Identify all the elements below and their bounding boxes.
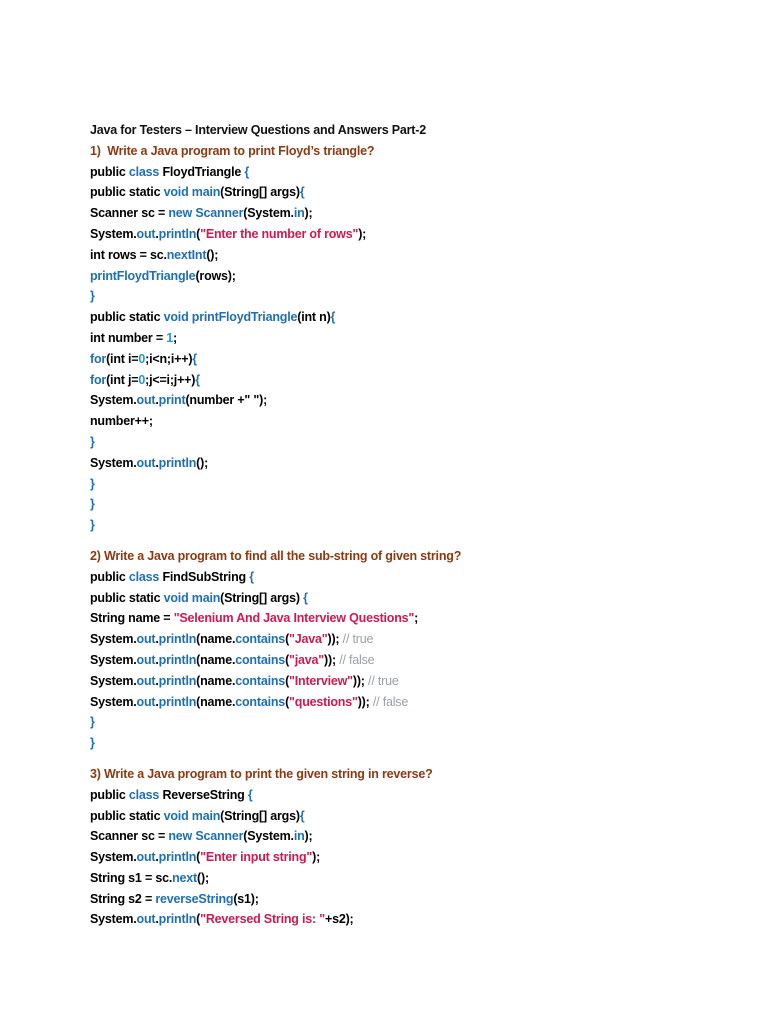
code-token-text: (String[] args) bbox=[220, 185, 300, 200]
code-line bbox=[90, 588, 730, 609]
code-token-text: . bbox=[155, 850, 159, 865]
code-token-text: ( bbox=[285, 694, 290, 709]
code-line bbox=[90, 432, 730, 453]
code-line bbox=[90, 629, 730, 650]
code-token-keyword: out bbox=[136, 393, 156, 408]
code-line bbox=[90, 328, 730, 349]
code-token-keyword: Scanner bbox=[195, 206, 244, 221]
code-token-text: ( bbox=[196, 850, 201, 865]
code-token-keyword: out bbox=[136, 226, 156, 241]
code-token-comment: // true bbox=[342, 632, 374, 647]
code-token-text: System. bbox=[90, 652, 137, 667]
code-token-text: public bbox=[90, 569, 129, 584]
code-token-keyword: main bbox=[191, 808, 221, 823]
code-line bbox=[90, 515, 730, 536]
code-token-keyword: nextInt bbox=[166, 247, 207, 262]
code-token-string: "Reversed String is: " bbox=[200, 912, 325, 927]
code-token-keyword: } bbox=[90, 497, 95, 512]
code-token-text: )); bbox=[324, 652, 340, 667]
code-token-keyword: for bbox=[90, 372, 107, 387]
code-line bbox=[90, 411, 730, 432]
code-token-keyword: class bbox=[128, 569, 160, 584]
code-token-text: public static bbox=[90, 185, 164, 200]
code-token-text: ; bbox=[414, 611, 419, 626]
code-line bbox=[90, 494, 730, 515]
code-token-keyword: printFloydTriangle bbox=[191, 310, 298, 325]
code-token-text: . bbox=[155, 226, 159, 241]
document-page bbox=[90, 120, 730, 930]
code-token-text: (); bbox=[196, 455, 209, 470]
code-token-text: ( bbox=[196, 912, 201, 927]
code-token-keyword: class bbox=[128, 787, 160, 802]
code-token-text: ( bbox=[285, 673, 290, 688]
code-token-text: public bbox=[90, 164, 129, 179]
code-token-keyword: void bbox=[163, 185, 189, 200]
code-token-keyword: println bbox=[158, 652, 197, 667]
code-token-text: public static bbox=[90, 310, 164, 325]
code-token-string: "Selenium And Java Interview Questions" bbox=[173, 611, 415, 626]
code-token-text: System. bbox=[90, 226, 137, 241]
code-token-keyword: out bbox=[136, 652, 156, 667]
code-token-text: (s1); bbox=[233, 891, 259, 906]
code-token-text: . bbox=[155, 632, 159, 647]
code-token-keyword: Scanner bbox=[195, 829, 244, 844]
code-token-text: (int j= bbox=[106, 372, 139, 387]
code-token-text: ; bbox=[173, 330, 177, 345]
code-token-text: )); bbox=[357, 694, 373, 709]
code-token-keyword: { bbox=[249, 569, 254, 584]
code-line bbox=[90, 868, 730, 889]
code-token-text: FindSubString bbox=[159, 569, 250, 584]
code-token-comment: // true bbox=[368, 673, 399, 688]
code-token-keyword: out bbox=[136, 850, 156, 865]
code-token-keyword: println bbox=[158, 455, 197, 470]
code-token-keyword: println bbox=[158, 694, 197, 709]
document-sections bbox=[90, 141, 730, 930]
section-gap bbox=[90, 754, 730, 764]
code-line bbox=[90, 733, 730, 754]
code-token-text: (name. bbox=[196, 632, 236, 647]
code-token-text: (System. bbox=[243, 829, 294, 844]
code-token-keyword: for bbox=[90, 351, 107, 366]
code-line bbox=[90, 182, 730, 203]
code-token-keyword: { bbox=[303, 590, 308, 605]
code-token-text: ); bbox=[312, 850, 321, 865]
code-line bbox=[90, 909, 730, 930]
code-token-text: public bbox=[90, 787, 129, 802]
code-token-keyword: { bbox=[247, 787, 253, 802]
code-token-text: (rows); bbox=[195, 268, 236, 283]
code-token-text: (int i= bbox=[106, 351, 139, 366]
code-token-text: String s1 = sc. bbox=[90, 870, 173, 885]
code-token-text: int rows = sc. bbox=[90, 247, 167, 262]
code-token-text: System. bbox=[90, 850, 137, 865]
code-token-keyword: out bbox=[136, 673, 156, 688]
code-token-text: . bbox=[155, 912, 159, 927]
code-token-text: ); bbox=[304, 829, 313, 844]
code-line bbox=[90, 349, 730, 370]
code-line bbox=[90, 608, 730, 629]
code-line bbox=[90, 671, 730, 692]
code-line bbox=[90, 245, 730, 266]
code-line bbox=[90, 203, 730, 224]
code-token-comment: // false bbox=[339, 652, 375, 667]
code-token-keyword: { bbox=[192, 351, 197, 366]
code-token-text: (name. bbox=[196, 694, 236, 709]
code-token-keyword: } bbox=[90, 736, 95, 751]
code-token-text: Scanner sc = bbox=[90, 829, 169, 844]
code-token-text: (); bbox=[197, 870, 209, 885]
question-section bbox=[90, 754, 730, 930]
code-token-string: "Enter the number of rows" bbox=[200, 226, 359, 241]
code-token-text: ( bbox=[196, 226, 201, 241]
code-token-keyword: { bbox=[299, 185, 305, 200]
code-line bbox=[90, 692, 730, 713]
question-heading: 3) Write a Java program to print the given string in reverse? bbox=[90, 766, 433, 781]
code-token-keyword: void bbox=[163, 310, 189, 325]
code-token-keyword: contains bbox=[235, 673, 286, 688]
code-token-keyword: void bbox=[163, 590, 189, 605]
question-section bbox=[90, 141, 730, 536]
code-token-keyword: void bbox=[163, 808, 189, 823]
code-token-keyword: main bbox=[191, 590, 221, 605]
code-token-keyword: { bbox=[244, 164, 250, 179]
code-token-text: int number = bbox=[90, 330, 167, 345]
code-token-keyword: } bbox=[90, 715, 95, 730]
code-line bbox=[90, 286, 730, 307]
code-token-text: number++; bbox=[90, 414, 153, 429]
code-line bbox=[90, 453, 730, 474]
code-token-comment: // false bbox=[372, 694, 409, 709]
code-token-text: )); bbox=[352, 673, 369, 688]
code-token-keyword: } bbox=[90, 476, 95, 491]
code-token-text: System. bbox=[90, 455, 137, 470]
document-title: Java for Testers – Interview Questions and Answers Part-2 bbox=[90, 123, 426, 137]
code-token-text: (name. bbox=[196, 673, 236, 688]
code-token-keyword: new bbox=[168, 829, 193, 844]
section-gap bbox=[90, 536, 730, 546]
code-token-keyword: new bbox=[168, 206, 193, 221]
code-token-text: . bbox=[155, 694, 159, 709]
code-token-string: "java" bbox=[289, 652, 325, 667]
code-token-text: . bbox=[155, 652, 159, 667]
code-token-keyword: println bbox=[158, 632, 197, 647]
code-token-keyword: } bbox=[90, 518, 95, 533]
code-token-text: . bbox=[155, 673, 159, 688]
code-token-number: 1 bbox=[166, 330, 173, 345]
code-token-keyword: out bbox=[136, 694, 156, 709]
code-token-keyword: out bbox=[136, 455, 156, 470]
code-line bbox=[90, 474, 730, 495]
code-token-keyword: { bbox=[330, 310, 336, 325]
code-token-keyword: println bbox=[158, 226, 197, 241]
code-token-text: System. bbox=[90, 632, 137, 647]
code-token-text: public static bbox=[90, 590, 164, 605]
code-token-text: System. bbox=[90, 393, 137, 408]
code-token-text: ReverseString bbox=[159, 787, 248, 802]
code-line bbox=[90, 266, 730, 287]
code-line bbox=[90, 162, 730, 183]
code-token-keyword: } bbox=[90, 289, 95, 304]
code-token-keyword: next bbox=[172, 870, 198, 885]
code-line bbox=[90, 785, 730, 806]
code-token-text: (number +" "); bbox=[185, 393, 268, 408]
code-token-text: (); bbox=[206, 247, 219, 262]
code-token-number: 0 bbox=[138, 351, 146, 366]
code-line bbox=[90, 650, 730, 671]
code-token-text: String s2 = bbox=[90, 891, 156, 906]
code-token-keyword: out bbox=[136, 912, 156, 927]
code-token-keyword: main bbox=[191, 185, 221, 200]
code-token-keyword: println bbox=[158, 673, 197, 688]
question-section bbox=[90, 536, 730, 754]
code-token-text: ); bbox=[358, 226, 367, 241]
code-token-text: (System. bbox=[243, 206, 294, 221]
code-line bbox=[90, 889, 730, 910]
question-heading: 2) Write a Java program to find all the sub-string of given string? bbox=[90, 548, 462, 563]
question-heading: 1) Write a Java program to print Floyd’s triangle? bbox=[90, 143, 375, 158]
code-token-keyword: contains bbox=[235, 652, 286, 667]
code-token-string: "questions" bbox=[289, 694, 358, 709]
code-token-keyword: println bbox=[158, 850, 197, 865]
code-token-text: (String[] args) bbox=[220, 808, 300, 823]
code-token-text: ); bbox=[304, 206, 313, 221]
code-token-text: . bbox=[155, 455, 159, 470]
code-token-text: ( bbox=[285, 632, 290, 647]
code-token-text: FloydTriangle bbox=[159, 164, 245, 179]
code-token-text: System. bbox=[90, 673, 137, 688]
code-line bbox=[90, 847, 730, 868]
code-token-keyword: reverseString bbox=[155, 891, 234, 906]
code-line bbox=[90, 370, 730, 391]
code-token-text: . bbox=[155, 393, 159, 408]
code-token-text: System. bbox=[90, 912, 137, 927]
code-token-text: )); bbox=[327, 632, 343, 647]
code-line bbox=[90, 390, 730, 411]
code-token-text: +s2); bbox=[324, 912, 354, 927]
code-token-text: ;i<n;i++) bbox=[145, 351, 193, 366]
code-token-keyword: { bbox=[299, 808, 305, 823]
code-token-text: String name = bbox=[90, 611, 174, 626]
code-token-keyword: { bbox=[195, 372, 200, 387]
code-line bbox=[90, 826, 730, 847]
code-token-keyword: printFloydTriangle bbox=[90, 268, 196, 283]
code-token-text: ( bbox=[285, 652, 290, 667]
code-line bbox=[90, 567, 730, 588]
code-token-number: 0 bbox=[138, 372, 146, 387]
code-token-keyword: print bbox=[158, 393, 186, 408]
code-token-text: (String[] args) bbox=[220, 590, 304, 605]
code-line bbox=[90, 712, 730, 733]
code-line bbox=[90, 224, 730, 245]
code-line bbox=[90, 307, 730, 328]
code-token-keyword: contains bbox=[235, 694, 286, 709]
code-token-text: ;j<=i;j++) bbox=[145, 372, 196, 387]
code-token-keyword: class bbox=[128, 164, 160, 179]
code-token-text: System. bbox=[90, 694, 137, 709]
code-token-keyword: contains bbox=[235, 632, 286, 647]
code-token-text: (name. bbox=[196, 652, 236, 667]
code-token-text: (int n) bbox=[297, 310, 331, 325]
code-token-text: public static bbox=[90, 808, 164, 823]
code-token-keyword: } bbox=[90, 434, 95, 449]
code-token-string: "Enter input string" bbox=[200, 850, 313, 865]
code-token-string: "Interview" bbox=[289, 673, 353, 688]
code-token-keyword: out bbox=[136, 632, 156, 647]
code-token-keyword: println bbox=[158, 912, 197, 927]
code-token-text: Scanner sc = bbox=[90, 206, 169, 221]
code-token-keyword: in bbox=[293, 829, 305, 844]
code-token-string: "Java" bbox=[289, 632, 328, 647]
code-line bbox=[90, 806, 730, 827]
code-token-keyword: in bbox=[293, 206, 305, 221]
